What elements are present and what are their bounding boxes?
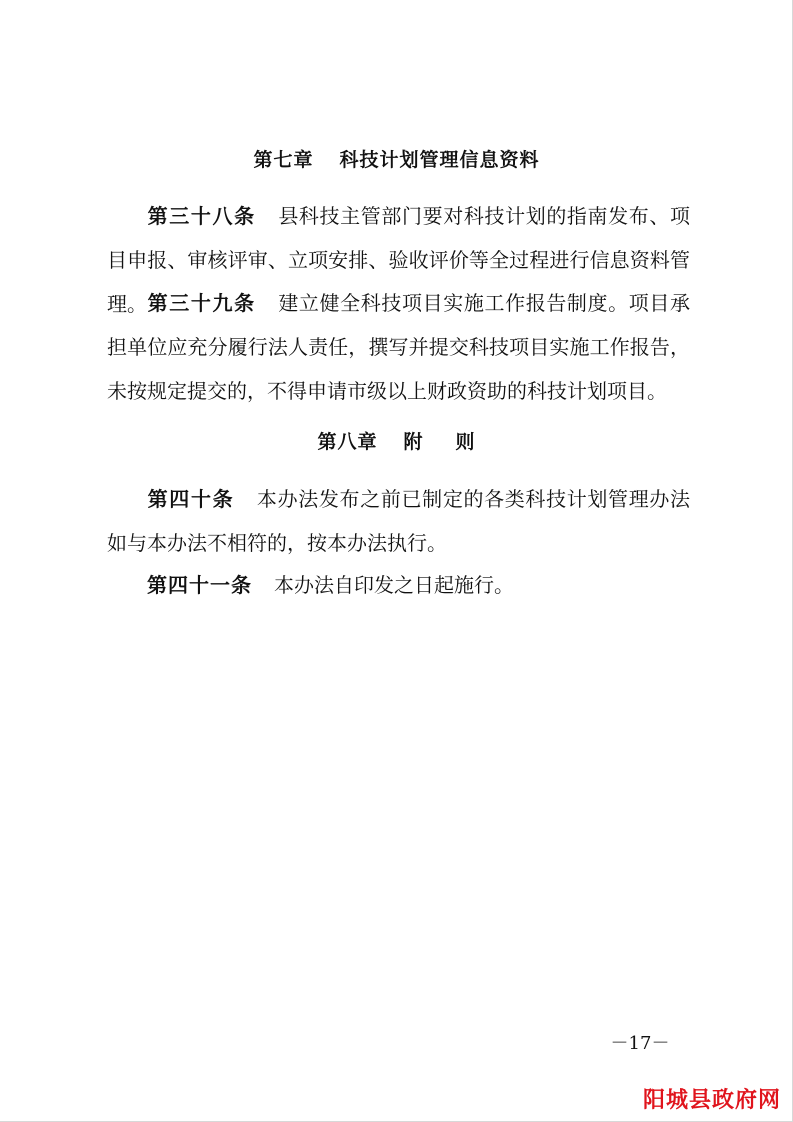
- chapter-7-title: 科技计划管理信息资料: [339, 149, 540, 171]
- article-39-text: 建立健全科技项目实施工作报告制度。项目承担单位应充分履行法人责任，撰写并提交科技项目实施工作报告，未按规定提交的，不得申请市级以上财政资助的科技计划项目。: [107, 291, 691, 403]
- chapter-7-number: 第七章: [253, 149, 314, 171]
- chapter-8-heading: [0, 430, 793, 454]
- article-39: [107, 281, 690, 413]
- chapter-8-title-part1: 附: [403, 431, 424, 453]
- article-41-number: 第四十一条: [147, 573, 252, 597]
- chapter-8-number: 第八章: [317, 431, 378, 453]
- article-38-text: 县科技主管部门要对科技计划的指南发布、项目申报、审核评审、立项安排、验收评价等全过程进行信息资料管理。: [107, 204, 691, 316]
- site-watermark: 阳城县政府网: [642, 1088, 781, 1113]
- page-number: －17－: [610, 1033, 670, 1054]
- article-40-text: 本办法发布之前已制定的各类科技计划管理办法如与本办法不相符的，按本办法执行。: [107, 487, 691, 555]
- article-38-number: 第三十八条: [147, 204, 256, 228]
- article-40-number: 第四十条: [147, 487, 235, 511]
- article-40: [107, 477, 690, 565]
- article-39-number: 第三十九条: [147, 291, 256, 315]
- article-41: [107, 563, 690, 607]
- chapter-7-heading: [0, 148, 793, 172]
- chapter-8-title-part2: 则: [455, 431, 476, 453]
- article-41-text: 本办法自印发之日起施行。: [274, 573, 514, 597]
